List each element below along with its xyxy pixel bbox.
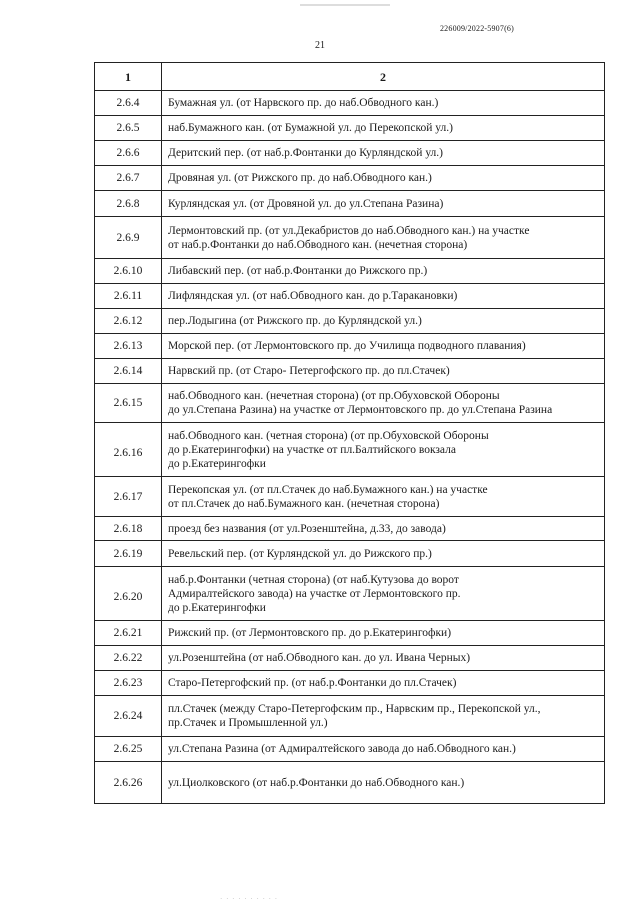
row-number: 2.6.26 [95, 762, 162, 804]
row-number: 2.6.16 [95, 423, 162, 477]
row-description: наб.р.Фонтанки (четная сторона) (от наб.Кутузова до ворот Адмиралтейского завода) на участке от Лермонтовского пр. до р.Екатерингофки [162, 567, 605, 621]
row-number: 2.6.12 [95, 309, 162, 334]
row-number: 2.6.22 [95, 646, 162, 671]
row-description: Морской пер. (от Лермонтовского пр. до Училища подводного плавания) [162, 334, 605, 359]
table-row [95, 284, 605, 309]
row-description: Лермонтовский пр. (от ул.Декабристов до наб.Обводного кан.) на участке от наб.р.Фонтанки до наб.Обводного кан. (нечетная сторона) [162, 217, 605, 259]
table-row [95, 191, 605, 217]
row-number: 2.6.7 [95, 166, 162, 191]
table-row [95, 621, 605, 646]
row-description: Ревельский пер. (от Курляндской ул. до Рижского пр.) [162, 541, 605, 567]
document-number: 226009/2022-5907(6) [439, 24, 514, 33]
row-description: Нарвский пр. (от Старо- Петергофского пр. до пл.Стачек) [162, 359, 605, 384]
row-number: 2.6.15 [95, 384, 162, 423]
row-number: 2.6.19 [95, 541, 162, 567]
row-description: наб.Обводного кан. (нечетная сторона) (от пр.Обуховской Обороны до ул.Степана Разина) на участке от Лермонтовского пр. до ул.Степана Разина [162, 384, 605, 423]
table-row [95, 423, 605, 477]
row-number: 2.6.21 [95, 621, 162, 646]
table-row [95, 217, 605, 259]
row-number: 2.6.4 [95, 91, 162, 116]
row-number: 2.6.5 [95, 116, 162, 141]
row-description: Дровяная ул. (от Рижского пр. до наб.Обводного кан.) [162, 166, 605, 191]
table-row [95, 737, 605, 762]
table-row [95, 567, 605, 621]
row-description: Перекопская ул. (от пл.Стачек до наб.Бумажного кан.) на участке от пл.Стачек до наб.Бумажного кан. (нечетная сторона) [162, 477, 605, 517]
row-number: 2.6.23 [95, 671, 162, 696]
row-description: Деритский пер. (от наб.р.Фонтанки до Курляндской ул.) [162, 141, 605, 166]
row-number: 2.6.25 [95, 737, 162, 762]
table-row [95, 309, 605, 334]
row-description: Курляндская ул. (от Дровяной ул. до ул.Степана Разина) [162, 191, 605, 217]
row-number: 2.6.24 [95, 696, 162, 737]
faded-footer-mark: · · · · · · · · · · [220, 895, 279, 903]
table-row [95, 384, 605, 423]
table-row [95, 477, 605, 517]
row-description: Бумажная ул. (от Нарвского пр. до наб.Обводного кан.) [162, 91, 605, 116]
table-row [95, 696, 605, 737]
row-description: Лифляндская ул. (от наб.Обводного кан. до р.Таракановки) [162, 284, 605, 309]
table-header-row [95, 63, 605, 91]
table-row [95, 259, 605, 284]
table-row [95, 166, 605, 191]
row-number: 2.6.17 [95, 477, 162, 517]
row-description: Старо-Петергофский пр. (от наб.р.Фонтанки до пл.Стачек) [162, 671, 605, 696]
row-number: 2.6.10 [95, 259, 162, 284]
row-description: ул.Степана Разина (от Адмиралтейского завода до наб.Обводного кан.) [162, 737, 605, 762]
row-number: 2.6.9 [95, 217, 162, 259]
table-row [95, 517, 605, 541]
row-description: Либавский пер. (от наб.р.Фонтанки до Рижского пр.) [162, 259, 605, 284]
table-row [95, 359, 605, 384]
table-row [95, 541, 605, 567]
table-row [95, 334, 605, 359]
table-row [95, 141, 605, 166]
row-description: Рижский пр. (от Лермонтовского пр. до р.Екатерингофки) [162, 621, 605, 646]
table-row [95, 116, 605, 141]
row-number: 2.6.14 [95, 359, 162, 384]
row-number: 2.6.13 [95, 334, 162, 359]
table-body [95, 91, 605, 804]
table-row [95, 762, 605, 804]
row-description: наб.Бумажного кан. (от Бумажной ул. до Перекопской ул.) [162, 116, 605, 141]
row-description: наб.Обводного кан. (четная сторона) (от пр.Обуховской Обороны до р.Екатерингофки) на участке от пл.Балтийского вокзала до р.Екатерингофки [162, 423, 605, 477]
row-number: 2.6.18 [95, 517, 162, 541]
row-number: 2.6.6 [95, 141, 162, 166]
row-description: ул.Циолковского (от наб.р.Фонтанки до наб.Обводного кан.) [162, 762, 605, 804]
row-number: 2.6.11 [95, 284, 162, 309]
page-number: 21 [315, 40, 325, 51]
table-row [95, 91, 605, 116]
table-row [95, 646, 605, 671]
row-description: пл.Стачек (между Старо-Петергофским пр., Нарвским пр., Перекопской ул., пр.Стачек и Промышленной ул.) [162, 696, 605, 737]
row-number: 2.6.8 [95, 191, 162, 217]
row-description: проезд без названия (от ул.Розенштейна, д.33, до завода) [162, 517, 605, 541]
street-list-table [94, 62, 605, 804]
row-description: пер.Лодыгина (от Рижского пр. до Курляндской ул.) [162, 309, 605, 334]
row-description: ул.Розенштейна (от наб.Обводного кан. до ул. Ивана Черных) [162, 646, 605, 671]
row-number: 2.6.20 [95, 567, 162, 621]
column-2-header: 2 [162, 63, 605, 91]
scan-smudge [300, 4, 390, 6]
table-row [95, 671, 605, 696]
column-1-header: 1 [95, 63, 162, 91]
